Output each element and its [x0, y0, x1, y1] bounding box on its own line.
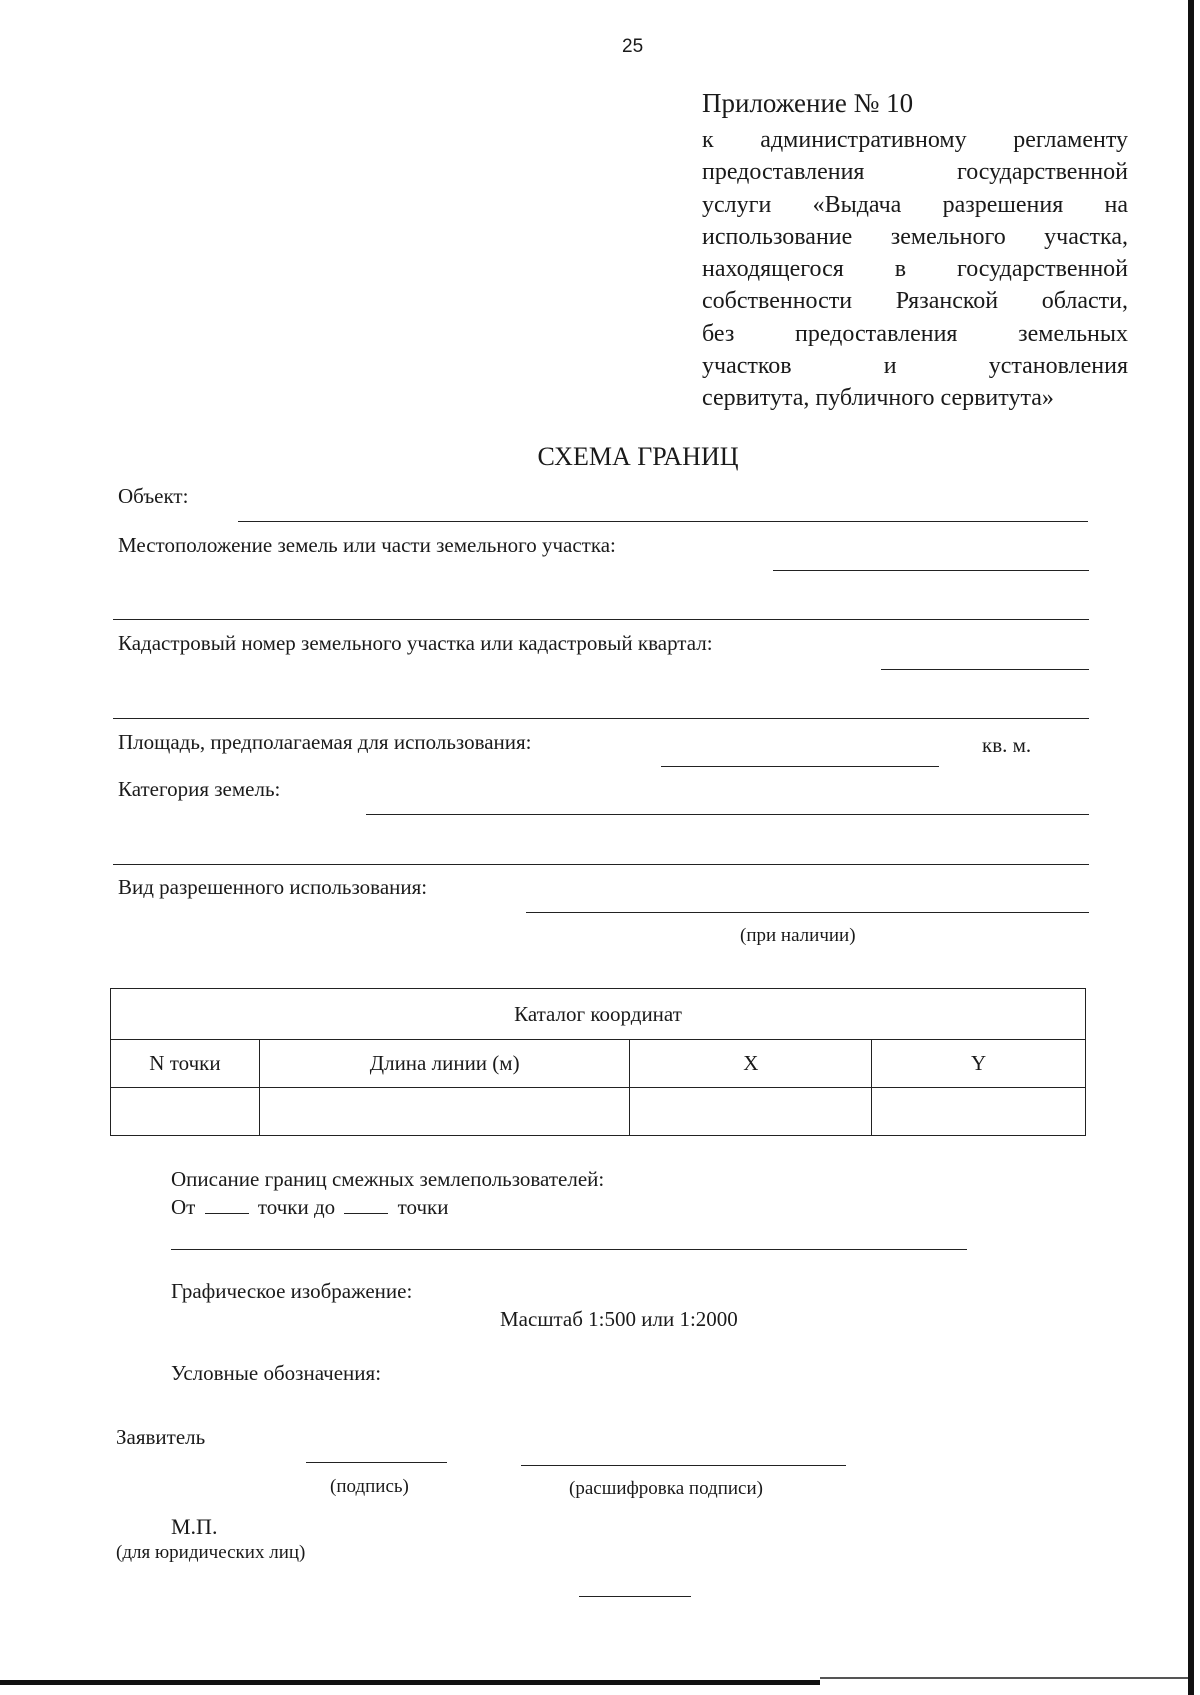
- appendix-line: участков и установления: [702, 353, 1128, 380]
- category-field-line-2: [113, 864, 1089, 865]
- area-unit: кв. м.: [982, 733, 1032, 757]
- header-line-length: Длина линии (м): [259, 1040, 630, 1088]
- cadastral-field-line: [881, 669, 1089, 670]
- legend-label: Условные обозначения:: [171, 1361, 382, 1385]
- area-label: Площадь, предполагаемая для использования:: [118, 730, 532, 754]
- table-cell: [872, 1088, 1086, 1136]
- from-point-blank: [205, 1195, 249, 1214]
- permitted-use-note: (при наличии): [740, 925, 856, 946]
- cadastral-field-line-2: [113, 718, 1089, 719]
- decryption-caption: (расшифровка подписи): [569, 1478, 763, 1499]
- closing-line: [579, 1596, 691, 1597]
- scan-edge-bottom: [0, 1680, 820, 1685]
- points-to-word: точки до: [257, 1195, 336, 1219]
- adjacent-field-line: [171, 1249, 967, 1250]
- location-label: Местоположение земель или части земельного участка:: [118, 533, 616, 557]
- from-word: От: [171, 1195, 196, 1219]
- coordinates-table: [110, 988, 1086, 1136]
- signature-line: [306, 1462, 447, 1463]
- location-field-line: [773, 570, 1089, 571]
- document-title: СХЕМА ГРАНИЦ: [537, 442, 739, 471]
- page-number: 25: [622, 36, 644, 57]
- decryption-line: [521, 1465, 846, 1466]
- appendix-text: [702, 124, 1128, 415]
- appendix-line: предоставления государственной: [702, 159, 1128, 186]
- header-x: X: [630, 1040, 872, 1088]
- graphic-label: Графическое изображение:: [171, 1279, 413, 1303]
- permitted-use-label: Вид разрешенного использования:: [118, 875, 428, 899]
- object-label: Объект:: [118, 484, 189, 508]
- object-field-line: [238, 521, 1088, 522]
- signature-caption: (подпись): [330, 1476, 409, 1497]
- appendix-line: к административному регламенту: [702, 127, 1128, 153]
- appendix-line: сервитута, публичного сервитута»: [702, 385, 1054, 412]
- cadastral-label: Кадастровый номер земельного участка или кадастровый квартал:: [118, 631, 713, 655]
- table-cell: [259, 1088, 630, 1136]
- table-caption: Каталог координат: [111, 989, 1086, 1040]
- appendix-line: находящегося в государственной: [702, 256, 1128, 283]
- location-field-line-2: [113, 619, 1089, 620]
- to-point-blank: [344, 1195, 388, 1214]
- permitted-use-field-line: [526, 912, 1089, 913]
- table-row: [111, 1088, 1086, 1136]
- table-cell: [111, 1088, 260, 1136]
- adjacent-from-to: [171, 1195, 449, 1220]
- scan-edge-bottom-thin: [820, 1677, 1188, 1679]
- scan-edge-right: [1188, 0, 1194, 1695]
- appendix-line: услуги «Выдача разрешения на: [702, 191, 1128, 218]
- appendix-line: без предоставления земельных: [702, 320, 1128, 347]
- stamp-note: (для юридических лиц): [116, 1542, 306, 1563]
- table-cell: [630, 1088, 872, 1136]
- appendix-title: Приложение № 10: [702, 88, 914, 118]
- area-field-line: [661, 766, 939, 767]
- header-point-number: N точки: [111, 1040, 260, 1088]
- appendix-line: использование земельного участка,: [702, 223, 1128, 250]
- stamp-mark: М.П.: [171, 1514, 218, 1539]
- category-field-line: [366, 814, 1089, 815]
- category-label: Категория земель:: [118, 777, 281, 801]
- header-y: Y: [872, 1040, 1086, 1088]
- appendix-line: собственности Рязанской области,: [702, 288, 1128, 315]
- adjacent-title: Описание границ смежных землепользователей:: [171, 1167, 605, 1191]
- scale-text: Масштаб 1:500 или 1:2000: [500, 1307, 738, 1331]
- applicant-label: Заявитель: [116, 1425, 206, 1449]
- points-word: точки: [397, 1195, 449, 1219]
